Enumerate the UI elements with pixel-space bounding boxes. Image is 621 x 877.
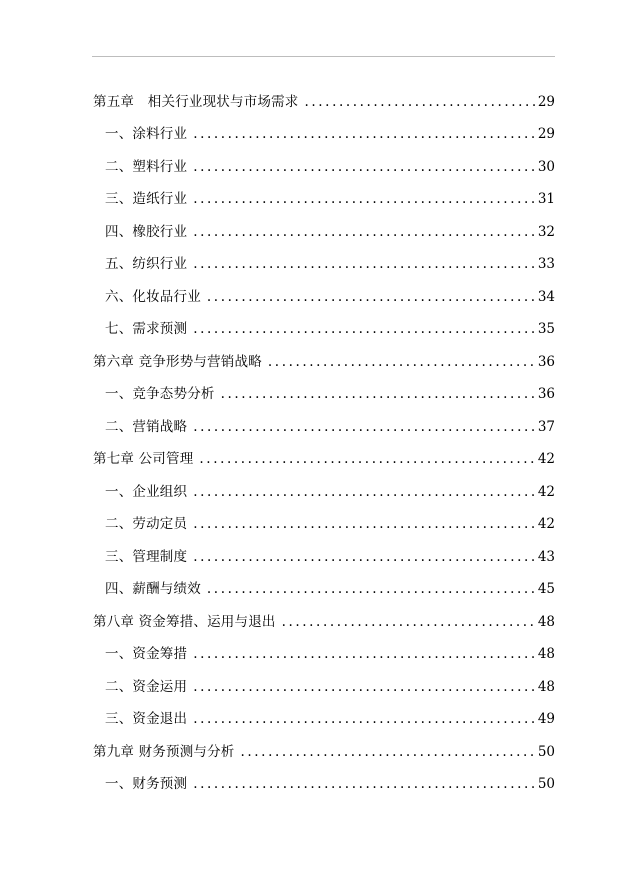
- toc-leader-dots: [305, 92, 536, 112]
- toc-entry[interactable]: [93, 274, 555, 307]
- toc-leader-dots: [193, 417, 536, 437]
- toc-entry-label: 一、资金筹措: [105, 646, 188, 662]
- toc-leader-dots: [221, 384, 536, 404]
- header-rule: [92, 56, 555, 57]
- toc-entry-page: 36: [537, 386, 555, 402]
- toc-entry-label: 三、管理制度: [105, 548, 188, 565]
- toc-entry-label: 三、造纸行业: [105, 191, 188, 207]
- toc-entry-page: 29: [537, 93, 555, 110]
- toc-entry[interactable]: [93, 469, 555, 502]
- toc-entry[interactable]: [93, 144, 555, 177]
- toc-entry-page: 29: [537, 126, 555, 142]
- toc-leader-dots: [193, 677, 536, 697]
- toc-leader-dots: [207, 287, 536, 307]
- toc-leader-dots: [282, 612, 536, 632]
- toc-entry-label: 一、竞争态势分析: [105, 386, 215, 402]
- toc-entry-page: 49: [537, 711, 555, 727]
- toc-leader-dots: [193, 482, 536, 502]
- toc-entry-label: 第九章 财务预测与分析: [93, 743, 235, 760]
- toc-entry[interactable]: [93, 209, 555, 242]
- toc-entry[interactable]: [93, 697, 555, 730]
- toc-entry-label: 五、纺织行业: [105, 256, 188, 272]
- table-of-contents: [93, 79, 555, 794]
- toc-entry[interactable]: [93, 404, 555, 437]
- toc-leader-dots: [193, 222, 536, 242]
- toc-entry-label: 二、资金运用: [105, 678, 188, 695]
- toc-leader-dots: [193, 547, 536, 567]
- toc-entry[interactable]: [93, 664, 555, 697]
- toc-leader-dots: [193, 254, 536, 274]
- toc-entry-page: 32: [537, 223, 555, 240]
- toc-entry[interactable]: [93, 632, 555, 665]
- toc-entry-page: 48: [537, 613, 555, 630]
- toc-entry-label: 二、营销战略: [105, 418, 188, 435]
- toc-entry-page: 48: [537, 646, 555, 662]
- toc-entry-chapter-6[interactable]: [93, 339, 555, 372]
- toc-entry[interactable]: [93, 372, 555, 405]
- toc-entry[interactable]: [93, 534, 555, 567]
- toc-entry-page: 30: [537, 158, 555, 175]
- toc-entry-label: 第八章 资金筹措、运用与退出: [93, 613, 276, 630]
- toc-leader-dots: [241, 742, 536, 762]
- toc-entry[interactable]: [93, 177, 555, 210]
- toc-entry-page: 42: [537, 516, 555, 532]
- toc-entry-page: 42: [537, 451, 555, 467]
- toc-entry-page: 48: [537, 678, 555, 695]
- toc-entry-page: 34: [537, 288, 555, 305]
- toc-entry-page: 42: [537, 483, 555, 500]
- toc-entry-chapter-5[interactable]: [93, 79, 555, 112]
- toc-entry-label: 一、财务预测: [105, 776, 188, 792]
- toc-entry-label: 第七章 公司管理: [93, 451, 194, 467]
- toc-entry[interactable]: [93, 502, 555, 535]
- toc-leader-dots: [193, 709, 536, 729]
- toc-entry-label: 四、橡胶行业: [105, 223, 188, 240]
- toc-entry-label: 一、企业组织: [105, 483, 188, 500]
- toc-leader-dots: [193, 189, 536, 209]
- toc-leader-dots: [199, 449, 535, 469]
- toc-entry-label: 一、涂料行业: [105, 126, 188, 142]
- toc-entry-page: 37: [537, 418, 555, 435]
- toc-leader-dots: [193, 157, 536, 177]
- toc-leader-dots: [193, 514, 536, 534]
- toc-leader-dots: [193, 644, 536, 664]
- toc-entry-label: 四、薪酬与绩效: [105, 581, 201, 597]
- toc-leader-dots: [193, 124, 536, 144]
- toc-leader-dots: [193, 319, 536, 339]
- toc-entry-chapter-9[interactable]: [93, 729, 555, 762]
- toc-entry-label: 七、需求预测: [105, 321, 188, 337]
- toc-entry[interactable]: [93, 567, 555, 600]
- toc-entry-page: 35: [537, 321, 555, 337]
- toc-entry[interactable]: [93, 762, 555, 795]
- toc-entry-page: 43: [537, 548, 555, 565]
- toc-entry-label: 第五章 相关行业现状与市场需求: [93, 93, 299, 110]
- toc-entry-page: 50: [537, 776, 555, 792]
- toc-entry-label: 第六章 竞争形势与营销战略: [93, 353, 262, 370]
- toc-entry-label: 二、塑料行业: [105, 158, 188, 175]
- toc-entry-chapter-8[interactable]: [93, 599, 555, 632]
- toc-entry-page: 33: [537, 256, 555, 272]
- toc-entry[interactable]: [93, 242, 555, 275]
- toc-entry-label: 二、劳动定员: [105, 516, 188, 532]
- toc-entry-page: 31: [537, 191, 555, 207]
- toc-entry-page: 50: [537, 743, 555, 760]
- toc-entry[interactable]: [93, 307, 555, 340]
- toc-entry-chapter-7[interactable]: [93, 437, 555, 470]
- toc-entry-label: 三、资金退出: [105, 711, 188, 727]
- toc-leader-dots: [207, 579, 536, 599]
- toc-entry-page: 36: [537, 353, 555, 370]
- toc-entry-page: 45: [537, 581, 555, 597]
- toc-entry-label: 六、化妆品行业: [105, 288, 201, 305]
- toc-leader-dots: [268, 352, 536, 372]
- toc-entry[interactable]: [93, 112, 555, 145]
- toc-leader-dots: [193, 774, 536, 794]
